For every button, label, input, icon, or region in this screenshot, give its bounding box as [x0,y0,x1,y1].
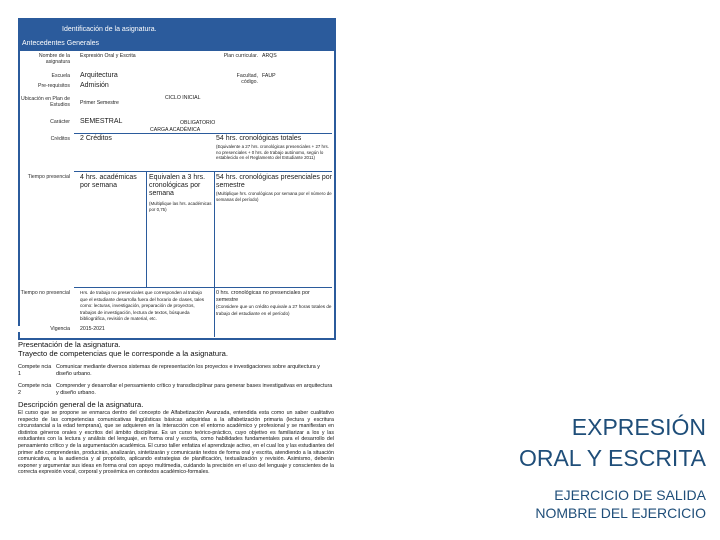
competencia-1-key: Compete ncia 1 [18,364,52,377]
exercise-subtitle-line-2: NOMBRE DEL EJERCICIO [535,505,706,521]
descripcion-title: Descripción general de la asignatura. [18,400,144,409]
plan-label: Plan curricular. [223,53,258,59]
prerrequisitos-label: Pre-requisitos [37,83,70,89]
exercise-subtitle-line-1: EJERCICIO DE SALIDA [554,487,706,503]
section-title: Antecedentes Generales [22,40,100,47]
horas-no-presenciales: 0 hrs. cronológicas no presenciales por semestre [216,290,310,303]
tiempo-presencial-label: Tiempo presencial [27,174,70,180]
competencia-1-text: Comunicar mediante diversos sistemas de representación los proyectos e investigaciones sobre arquitectura y diseño urbano. [56,364,320,377]
horas-presenciales-note: (Multiplique hrs. cronológicas por semana por el número de semanas del período) [216,191,332,202]
total-hours-title: 54 hrs. cronológicas totales [216,135,302,142]
facultad-value: FAUP [262,73,276,79]
descripcion-text: El curso que se propone se enmarca dentro del concepto de Alfabetización Avanzada, entendida esta como un saber cualitativo respecto de las competencias comunicativas lingüísticas básicas adquiridas a la alfabetización primaria (lectura y escritura circunstancial a la edad temprana), que se adquieren en la interacción con el entorno académico y profesional y se manifiestan en distintos géneros orales y escritos del ámbito disciplinar. Es un curso teórico-práctico, cuyo objetivo es familiarizar a los y las estudiantes con la lectura y análisis del lenguaje, en forma oral y escrita, como habilidades fundamentales para el desarrollo del pensamiento crítico y de la argumentación académica. El curso taller enfatiza el aprendizaje activo, en el cual los y las estudiantes del primer año comprenderán, producirán, analizarán, sintetizarán y comunicarán textos de forma oral y escrita, atendiendo a la situación comunicativa, a la audiencia y al propósito, aplicando estrategias de planificación, textualización y revisión. Asimismo, deberán exponer y argumentar sus ideas en forma oral con apoyo multimedia, cuidando la precisión en el uso del lenguaje y conscientes de la correcta expresión vocal, corporal y proxémica en contextos académico-formales. [18,410,334,476]
competencia-2-text: Comprender y desarrollar el pensamiento crítico y transdisciplinar para generar bases investigativas en arquitectura y diseño urbano. [56,383,333,396]
course-title-line-2: ORAL Y ESCRITA [518,445,706,471]
trayecto-title: Trayecto de competencias que le corresponde a la asignatura. [18,349,228,358]
carga-label: CARGA ACADÉMICA [150,127,201,133]
equivalencia-note: (Multiplique las hrs. académicas por 0,75) [149,201,212,212]
tiempo-presencial-value: 4 hrs. académicas por semana [80,174,137,189]
subject-id-document [18,18,336,340]
ubicacion-value: Primer Semestre [80,100,119,106]
ciclo-value: CICLO INICIAL [165,95,201,101]
vigencia-value: 2015-2021 [80,326,105,332]
exercise-subtitle [480,486,706,522]
facultad-label: Facultad, código. [236,73,258,86]
horas-presenciales-title: 54 hrs. cronológicas presenciales por semestre [216,174,332,189]
caracter-label: Carácter [50,119,70,125]
plan-value: ARQS [262,53,277,59]
course-title-line-1: EXPRESIÓN [571,414,706,440]
nombre-label: Nombre de la asignatura [38,53,70,66]
escuela-value: Arquitectura [80,72,118,79]
escuela-label: Escuela [51,73,70,79]
tiempo-no-presencial-desc: Hrs. de trabajo no presenciales que corresponden al trabajo que el estudiante desarrolla fuera del horario de clases, tales como: lecturas, investigación, preparación de proyectos, trabajos de investigación, lectura de textos, búsqueda bibliográfica, revisión de material, etc. [80,290,205,322]
tiempo-no-presencial-label: Tiempo no presencial [20,290,70,296]
tipo-value: OBLIGATORIO [180,120,216,126]
total-hours-note: (Equivalente a 27 hrs. cronológicas presenciales + 27 hrs. no presenciales + 0 hrs. de trabajo autónomo, según lo establecido en el Reglamento del Estudiante 2011) [216,144,329,161]
course-title [480,412,706,474]
caracter-value: SEMESTRAL [80,118,123,125]
prerrequisitos-value: Admisión [80,82,109,89]
equivalencia-text: Equivalen a 3 hrs. cronológicas por semana [149,174,206,197]
competencia-2-key: Compete ncia 2 [18,383,52,396]
ubicacion-label: Ubicación en Plan de Estudios [20,96,70,109]
creditos-label: Créditos [50,136,70,142]
general-info-panel [20,51,334,338]
nombre-value: Expresión Oral y Escrita [80,53,136,59]
presentacion-title: Presentación de la asignatura. [18,340,121,349]
creditos-value: 2 Créditos [80,135,112,142]
horas-no-presenciales-note: (Considere que un crédito equivale a 27 horas totales de trabajo del estudiante en el período) [216,304,332,316]
vigencia-label: Vigencia [18,326,70,332]
header-title: Identificación de la asignatura. [62,26,157,33]
